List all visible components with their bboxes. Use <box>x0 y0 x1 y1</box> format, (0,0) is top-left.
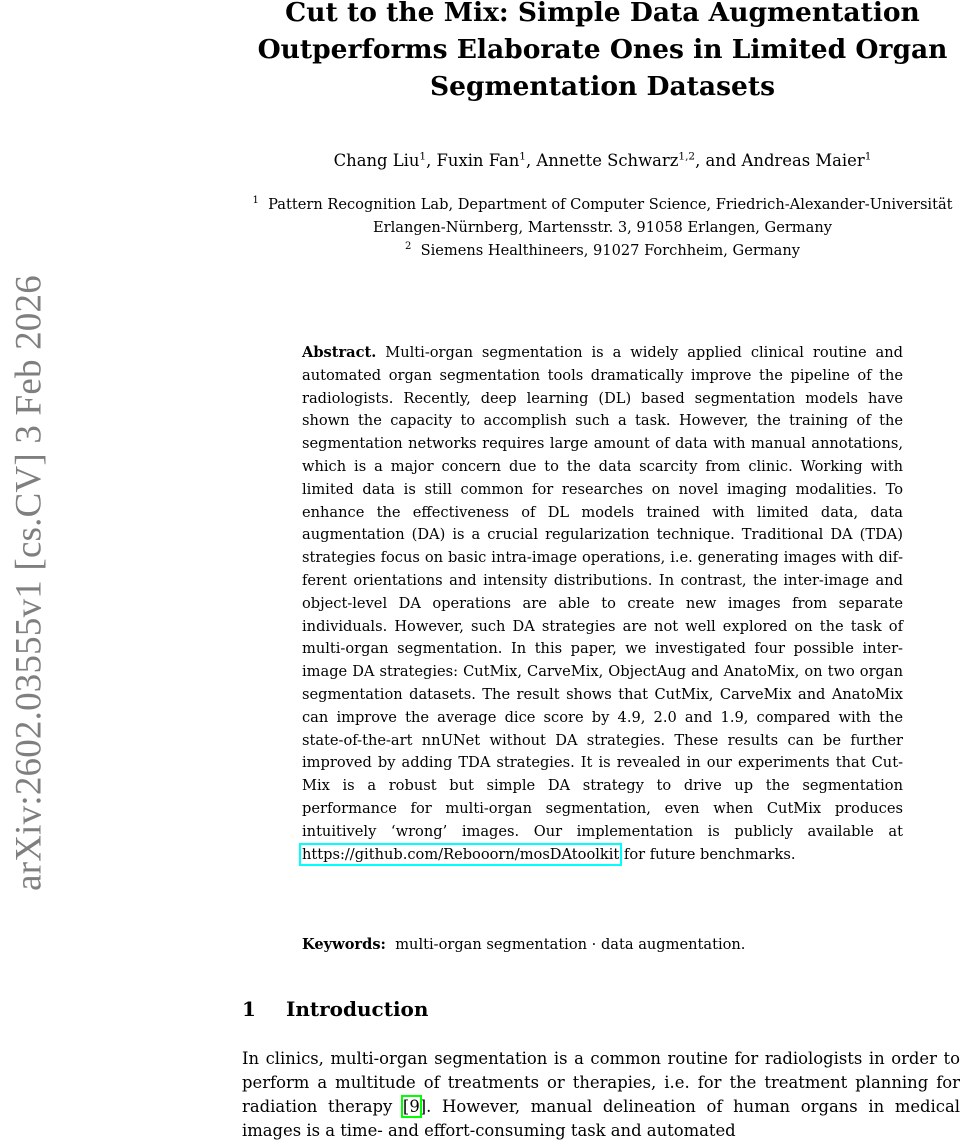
abstract-body: Multi-organ segmentation is a widely applied clinical routine and automated organ segmentation tools dramatically improve the pipeline of the radiologists. Recently, deep learning (DL) based segmentation models have shown the capacity to accomplish such a task. However, the training of the segmentation networks requires large amount of data with manual annotations, which is a major concern due to the data scarcity from clinic. Working with limited data is still common for researches on novel imaging modalities. To enhance the effectiveness of DL models trained with limited data, data augmentation (DA) is a crucial regularization technique. Traditional DA (TDA) strategies focus on basic intra-image operations, i.e. generating images with different orientations and intensity distributions. In contrast, the inter-image and object-level DA operations are able to create new images from separate individuals. However, such DA strategies are not well explored on the task of multi-organ segmentation. In this paper, we investigated four possible inter-image DA strategies: CutMix, CarveMix, ObjectAug and AnatoMix, on two organ segmentation datasets. The result shows that CutMix, CarveMix and AnatoMix can improve the average dice score by 4.9, 2.0 and 1.9, compared with the state-of-the-art nnUNet without DA strategies. These results can be further improved by adding TDA strategies. It is revealed in our experiments that CutMix is a robust but simple DA strategy to drive up the segmentation performance for multi-organ segmentation, even when CutMix produces intuitively ‘wrong’ images. Our implementation is publicly available at <box>302 344 904 840</box>
affiliation-mark: 1 <box>252 195 259 207</box>
affiliation-mark: 2 <box>404 241 412 253</box>
arxiv-identifier: arXiv:2602.03555v1 [cs.CV] 3 Feb 2026 <box>8 275 50 891</box>
citation-bracket: [ <box>402 1097 410 1116</box>
section-title: Introduction <box>286 997 429 1021</box>
author-separator: , and <box>695 151 742 170</box>
affiliation-list <box>242 193 963 262</box>
introduction-paragraph <box>242 1047 960 1143</box>
author-list <box>242 149 963 173</box>
affiliation-text: Siemens Healthineers, 91027 Forchheim, Germany <box>420 242 801 259</box>
author-name: Annette Schwarz <box>536 151 679 170</box>
intro-text-continued: . However, manual delineation of human organs in medical images is a time- and effort-consuming task and automated <box>242 1097 960 1140</box>
citation-bracket: ] <box>419 1097 427 1116</box>
abstract-label: Abstract. <box>302 344 377 361</box>
affiliation <box>242 239 963 262</box>
author-affiliation-mark: 1 <box>864 150 872 163</box>
citation-number: 9 <box>409 1097 420 1116</box>
author-separator: , <box>525 151 537 170</box>
author-separator: , <box>426 151 437 170</box>
paper-title: Cut to the Mix: Simple Data Augmentation Outperforms Elaborate Ones in Limited Organ Segmentation Datasets <box>257 0 948 102</box>
arxiv-stamp <box>0 0 58 1145</box>
affiliation <box>242 193 963 239</box>
keywords-text: multi-organ segmentation · data augmentation. <box>395 936 746 953</box>
affiliation-text: Pattern Recognition Lab, Department of Computer Science, Friedrich-Alexander-Universität Erlangen-Nürnberg, Martensstr. 3, 91058 Erlangen, Germany <box>268 196 953 236</box>
citation-link[interactable] <box>403 1097 420 1116</box>
intro-text: In clinics, multi-organ segmentation is a common routine for radiologists in order to perform a multitude of treatments or therapies, i.e. for the treatment planning for radiation therapy <box>242 1049 960 1116</box>
author-name: Fuxin Fan <box>436 151 520 170</box>
keywords-label: Keywords: <box>302 936 386 953</box>
author-name: Chang Liu <box>333 151 420 170</box>
author-name: Andreas Maier <box>741 151 865 170</box>
repository-link[interactable]: https://github.com/Rebooorn/mosDAtoolkit <box>302 845 620 863</box>
abstract <box>302 342 903 866</box>
abstract-tail: for future benchmarks. <box>619 845 796 863</box>
author-affiliation-mark: 1,2 <box>678 150 696 163</box>
author-affiliation-mark: 1 <box>519 150 526 163</box>
section-heading <box>242 995 963 1023</box>
section-number: 1 <box>242 997 256 1021</box>
keywords <box>302 934 903 956</box>
author-affiliation-mark: 1 <box>419 150 427 163</box>
